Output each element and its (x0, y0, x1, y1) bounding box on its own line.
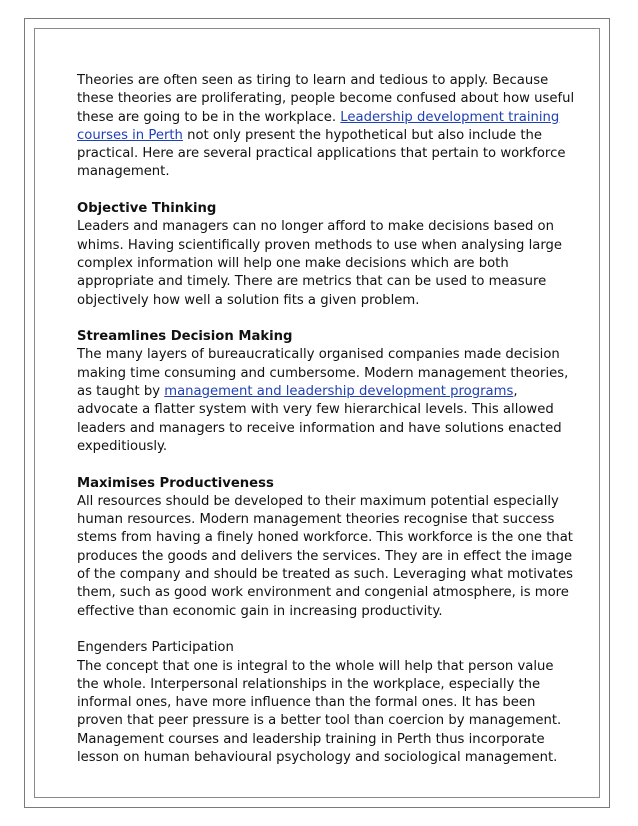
objective-section (77, 200, 577, 310)
engenders-body: The concept that one is integral to the whole will help that person value the whole. Interpersonal relationships in the workplace, especially the informal ones, have more influence than the formal ones. It has been proven that peer pressure is a better tool than coercion by management. Management courses and leadership training in Perth thus incorporate lesson on human behavioural psychology and sociological management. (77, 658, 562, 765)
streamlines-text-before: The many layers of bureaucratically organised companies made decision making time consuming and cumbersome. Modern management theories, as taught by (77, 347, 569, 400)
maximises-section (77, 475, 577, 621)
maximises-heading: Maximises Productiveness (77, 475, 274, 491)
streamlines-section (77, 328, 577, 456)
engenders-heading: Engenders Participation (77, 640, 234, 656)
streamlines-heading: Streamlines Decision Making (77, 329, 293, 345)
objective-heading: Objective Thinking (77, 201, 217, 217)
intro-text-after: not only present the hypothetical but also include the practical. Here are several practical applications that pertain to workforce management. (77, 127, 566, 180)
objective-body: Leaders and managers can no longer afford to make decisions based on whims. Having scientifically proven methods to use when analysing large complex information will help one make decisions which are both appropriate and timely. There are metrics that can be used to measure objectively how well a solution fits a given problem. (77, 219, 563, 308)
intro-text-before: Theories are often seen as tiring to learn and tedious to apply. Because these theories are proliferating, people become confused about how useful these are going to be in the workplace. (77, 73, 575, 125)
management-programs-link[interactable]: management and leadership development programs (164, 384, 514, 400)
intro-paragraph (77, 72, 577, 182)
maximises-body: All resources should be developed to their maximum potential especially human resources. Modern management theories recognise that success stems from having a finely honed workforce. This workforce is the one that produces the goods and delivers the services. They are in effect the image of the company and should be treated as such. Leveraging what motivates them, such as good work environment and congenial atmosphere, is more effective than economic gain in increasing productivity. (77, 493, 573, 619)
streamlines-text-after: , advocate a flatter system with very few hierarchical levels. This allowed leaders and managers to receive information and have solutions enacted expeditiously. (77, 384, 562, 454)
engenders-section (77, 639, 577, 767)
leadership-training-link[interactable]: Leadership development training courses in Perth (77, 109, 560, 143)
document-body (77, 72, 577, 786)
